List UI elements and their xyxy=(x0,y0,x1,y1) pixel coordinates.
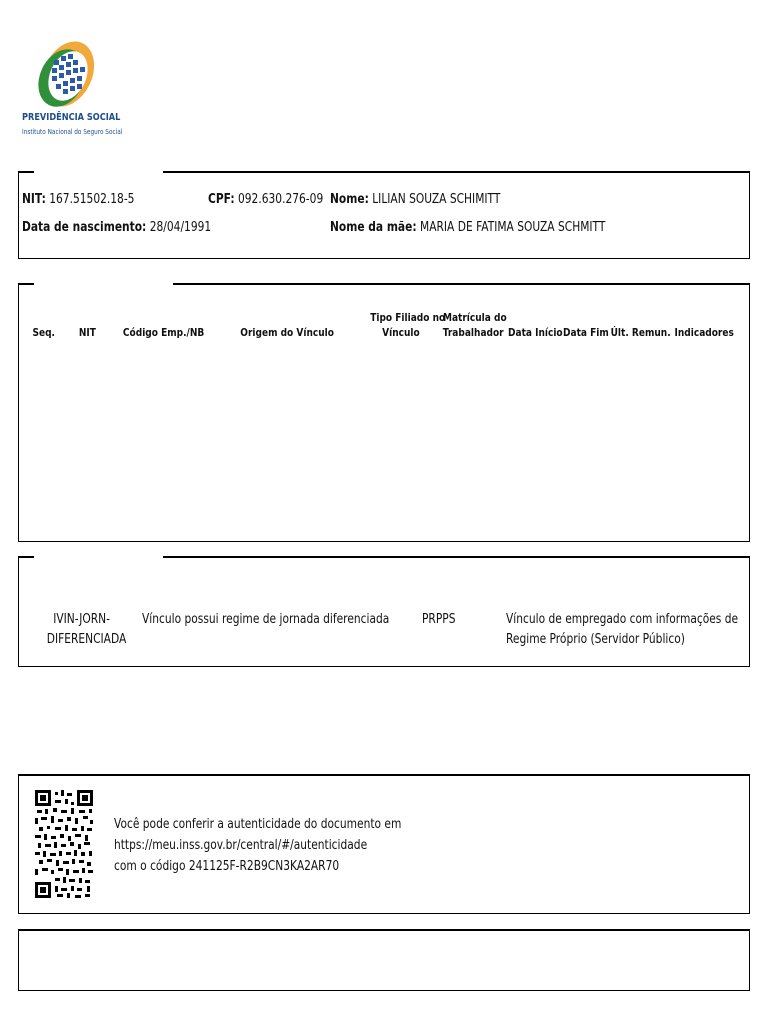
nascimento-value: 28/04/1991 xyxy=(149,220,212,235)
footer-box xyxy=(18,929,750,991)
previdencia-logo-icon xyxy=(18,38,118,112)
indicador-code: IVIN-JORN- DIFERENCIADA xyxy=(46,612,127,647)
mae-value: MARIA DE FATIMA SOUZA SCHMITT xyxy=(420,220,606,235)
header-matricula: Matrícula do Trabalhador xyxy=(442,311,507,339)
indicador-code-2: PRPPS xyxy=(422,612,456,627)
header-data-fim: Data Fim xyxy=(563,326,609,339)
header-codigo: Código Emp./NB xyxy=(122,326,205,339)
previdencia-logo xyxy=(18,38,123,142)
nome-value: LILIAN SOUZA SCHIMITT xyxy=(372,192,501,207)
nascimento-label: Data de nascimento: xyxy=(22,220,147,235)
cpf-value: 092.630.276-09 xyxy=(237,192,324,207)
header-origem: Origem do Vínculo xyxy=(240,326,334,339)
header-seq: Seq. xyxy=(32,326,55,339)
header-ult-remun: Últ. Remun. xyxy=(610,326,671,339)
mae-label: Nome da mãe: xyxy=(330,220,417,235)
indicador-description: Vínculo possui regime de jornada diferenciada xyxy=(142,612,390,627)
brand-title: PREVIDÊNCIA SOCIAL xyxy=(22,112,121,123)
nit-label: NIT: xyxy=(22,192,46,207)
brand-subtitle: Instituto Nacional do Seguro Social xyxy=(22,128,123,136)
nit-value: 167.51502.18-5 xyxy=(49,192,135,207)
header-data-inicio: Data Início xyxy=(507,326,563,339)
cpf-label: CPF: xyxy=(208,192,235,207)
indicador-description-2: Vínculo de empregado com informações de Regime Próprio (Servidor Público) xyxy=(506,612,739,647)
nome-label: Nome: xyxy=(330,192,369,207)
qr-code-icon xyxy=(35,790,93,898)
authenticity-code: com o código 241125F-R2B9CN3KA2AR70 xyxy=(114,859,340,874)
person-info-box xyxy=(18,172,750,259)
header-nit: NIT xyxy=(78,326,96,339)
header-indicadores: Indicadores xyxy=(674,326,734,339)
header-tipo-filiado: Tipo Filiado no Vínculo xyxy=(370,311,446,339)
authenticity-url[interactable]: https://meu.inss.gov.br/central/#/autenticidade xyxy=(114,838,368,853)
authenticity-line-1: Você pode conferir a autenticidade do documento em xyxy=(114,817,402,832)
